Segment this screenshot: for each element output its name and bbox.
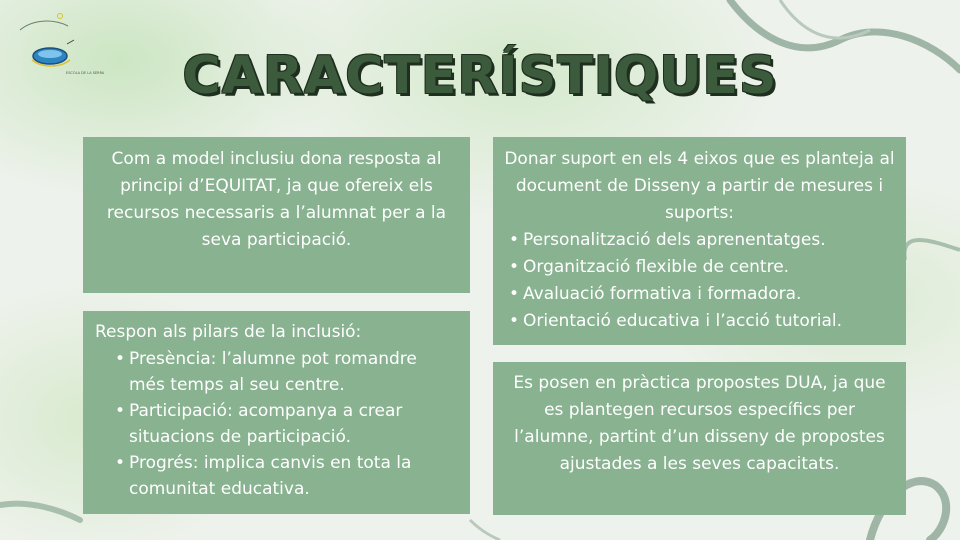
inclusion-pillars-card [83, 311, 470, 514]
list-item: • Presència: l’alumne pot romandre més temps al seu centre. [113, 346, 458, 398]
list-item: • Orientació educativa i l’acció tutorial. [507, 308, 896, 335]
dua-card [493, 362, 906, 515]
list-item: • Personalització dels aprenentatges. [507, 227, 896, 254]
list-item: • Organització flexible de centre. [507, 254, 896, 281]
list-item: • Avaluació formativa i formadora. [507, 281, 896, 308]
equity-text: Com a model inclusiu dona resposta al principi d’EQUITAT, ja que ofereix els recursos necessaris a l’alumnat per a la seva participació. [106, 149, 447, 250]
dua-text: Es posen en pràctica propostes DUA, ja que es plantegen recursos específics per l’alumne, partint d’un disseny de propostes ajustades a les seves capacitats. [513, 373, 886, 474]
list-item: • Participació: acompanya a crear situacions de participació. [113, 398, 458, 450]
pillars-intro: Respon als pilars de la inclusió: [95, 322, 362, 342]
pillars-list [95, 346, 458, 502]
slide-title: CARACTERÍSTIQUES [182, 46, 778, 106]
support-axes-card [493, 137, 906, 345]
list-item: • Progrés: implica canvis en tota la comunitat educativa. [113, 450, 458, 502]
equity-card [83, 137, 470, 293]
support-list [503, 227, 896, 335]
support-intro: Donar suport en els 4 eixos que es planteja al document de Disseny a partir de mesures i suports: [504, 149, 895, 223]
svg-text:ESCOLA DE LA SERRA: ESCOLA DE LA SERRA [66, 71, 104, 75]
